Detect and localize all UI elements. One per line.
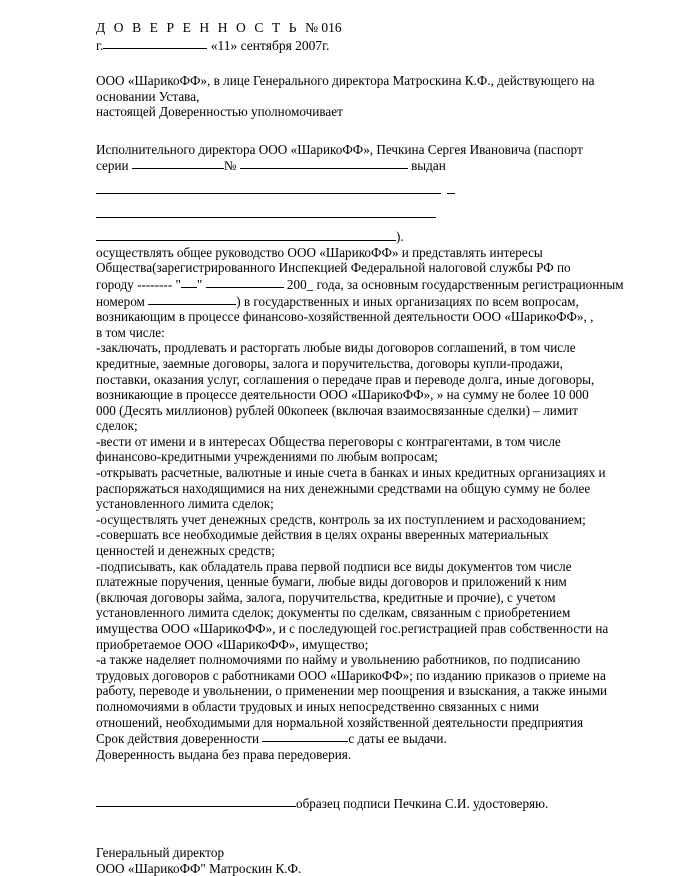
validity-term-line (96, 730, 612, 747)
power-line: возникающие в процессе деятельности ООО «ШарикоФФ», » на сумму не более 10 000 (96, 387, 589, 403)
document-date: «11» сентября 2007г. (210, 38, 330, 53)
power-line: финансово-кредитными учреждениями по любым вопросам; (96, 449, 438, 465)
spacer (96, 198, 612, 206)
reg-day-blank[interactable] (181, 276, 197, 288)
power-line: отношений, необходимыми для нормальной хозяйственной деятельности предприятия (96, 714, 584, 730)
city-label: г. (96, 38, 104, 53)
power-line: -а также наделяет полномочиями по найму и увольнению работников, по подписанию (96, 652, 581, 668)
authority-line-1: осуществлять общее руководство ООО «ШарикоФФ» и представлять интересы (96, 244, 543, 260)
power-line: кредитные, заемные договоры, залога и поручительства, договоры купли-продажи, (96, 355, 563, 371)
signature-specimen-line (96, 795, 612, 812)
passport-number-blank[interactable] (240, 157, 408, 169)
passport-details-blank-1b[interactable] (447, 182, 455, 194)
series-label: серии (96, 158, 129, 174)
attorney-line-1: Исполнительного директора ООО «ШарикоФФ», Печкина Сергея Ивановича (паспорт (96, 141, 583, 157)
city-blank[interactable] (103, 37, 207, 49)
ogrn-suffix: ) в государственных и иных организациях по всем вопросам, (236, 293, 579, 309)
passport-series-blank[interactable] (132, 157, 224, 169)
ogrn-blank[interactable] (148, 293, 236, 305)
document-title-text: Д О В Е Р Е Н Н О С Т Ь (96, 20, 300, 35)
power-line: поставки, оказания услуг, соглашения о передаче прав и переводе долга, иные договоры, (96, 371, 595, 387)
power-line: 000 (Десять миллионов) рублей 00копеек (включая взаимосвязанные сделки) – лимит (96, 402, 578, 418)
blank-rule-row-1 (96, 182, 612, 198)
power-line: -вести от имени и в интересах Общества переговоры с контрагентами, в том числе (96, 433, 561, 449)
signatory-role: Генеральный директор (96, 844, 225, 860)
authority-registration-line (96, 276, 624, 293)
spacer (96, 221, 612, 229)
page-title (96, 20, 612, 36)
power-line: -осуществлять учет денежных средств, контроль за их поступлением и расходованием; (96, 511, 586, 527)
attorney-passport-line (96, 157, 612, 174)
issued-label: выдан (411, 158, 446, 174)
power-line: -подписывать, как обладатель права первой подписи все виды документов том числе (96, 558, 572, 574)
spacer (96, 120, 612, 142)
power-line: распоряжаться находящимися на них денежными средствами на общую сумму не более (96, 480, 591, 496)
power-line: установленного лимита сделок; документы по сделкам, связанным с приобретением (96, 605, 571, 621)
blank-rule-row-2 (96, 206, 612, 222)
city-date-line (96, 37, 612, 54)
power-line: -открывать расчетные, валютные и иные счета в банках и иных кредитных организациях и (96, 465, 606, 481)
principal-line-3: настоящей Доверенностью уполномочивает (96, 104, 343, 120)
number-symbol: № (223, 158, 237, 174)
signature-specimen-text: образец подписи Печкина С.И. удостоверяю. (296, 796, 549, 812)
power-line: имущества ООО «ШарикоФФ», и с последующей гос.регистрацией прав собственности на (96, 621, 609, 636)
document-number: № 016 (305, 20, 342, 35)
passport-details-blank-2[interactable] (96, 206, 436, 218)
signatory-company-name: ООО «ШарикоФФ" Матроскин К.Ф. (96, 860, 302, 876)
power-line: трудовых договоров с работниками ООО «ШарикоФФ»; по изданию приказов о приеме на (96, 667, 606, 683)
power-line: ценностей и денежных средств; (96, 543, 275, 559)
city-registration-prefix: городу -------- " (96, 276, 181, 292)
power-line: (включая договоры займа, залога, поручительства, кредитные и прочие), с учетом (96, 589, 556, 605)
spacer (96, 762, 612, 795)
closing-paren: ). (396, 229, 404, 245)
spacer (96, 812, 612, 845)
power-line: полномочиями в области трудовых и иных непосредственно связанных с ними (96, 698, 539, 714)
quote-close: " (196, 276, 203, 292)
term-label: Срок действия доверенности (96, 731, 260, 747)
reg-year-text: 200_ года, за основным государственным регистрационным (286, 276, 624, 292)
reg-month-blank[interactable] (206, 276, 284, 288)
blank-rule-row-3 (96, 229, 612, 245)
ogrn-label: номером (96, 293, 145, 309)
passport-details-blank-1[interactable] (96, 182, 441, 194)
power-line: сделок; (96, 418, 138, 434)
power-line: приобретаемое ООО «ШарикоФФ», имущество; (96, 636, 369, 652)
principal-line-2: основании Устава, (96, 88, 200, 104)
signature-blank[interactable] (96, 795, 296, 807)
authority-line-6: в том числе: (96, 324, 165, 340)
power-line: работу, переводе и увольнении, о применении мер поощрения и взыскания, а также иными (96, 683, 608, 699)
term-suffix: с даты ее выдачи. (348, 731, 447, 747)
authority-ogrn-line (96, 293, 612, 310)
authority-line-2: Общества(зарегистрированного Инспекцией Федеральной налоговой службы РФ по (96, 260, 571, 276)
authority-line-5: возникающим в процессе финансово-хозяйственной деятельности ООО «ШарикоФФ», , (96, 309, 594, 325)
power-line: -совершать все необходимые действия в целях охраны вверенных материальных (96, 527, 549, 543)
no-substitution-line: Доверенность выдана без права передоверия. (96, 746, 352, 762)
passport-details-blank-3[interactable] (96, 229, 396, 241)
principal-line-1: ООО «ШарикоФФ», в лице Генерального директора Матроскина К.Ф., действующего на (96, 73, 595, 88)
power-line: -заключать, продлевать и расторгать любые виды договоров соглашений, в том числе (96, 340, 576, 356)
spacer (96, 174, 612, 182)
term-blank[interactable] (262, 730, 348, 742)
power-line: установленного лимита сделок; (96, 496, 274, 512)
power-line: платежные поручения, ценные бумаги, любые виды договоров и приложений к ним (96, 574, 567, 590)
